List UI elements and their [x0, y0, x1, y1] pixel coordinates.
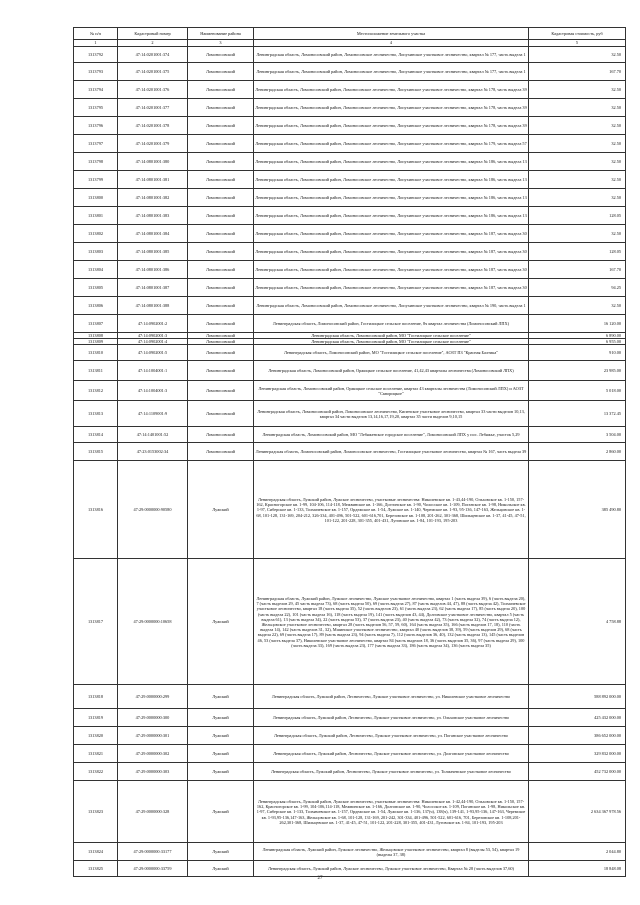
district-name: Ломоносовский	[188, 47, 254, 63]
cadastral-number: 47:14:1004001:3	[118, 381, 188, 401]
row-number: 1313795	[74, 99, 118, 117]
cadastral-number: 47:14:1109001:9	[118, 401, 188, 427]
land-location: Ленинградская область, Ломоносовский район, Ломоносовское лесничество, Лопухинское участковое лесничество, квартал № 187, часть выдела 30	[254, 225, 529, 243]
table-row	[74, 345, 626, 361]
land-location: Ленинградская область, Ломоносовский район, Ломоносовское лесничество, Лопухинское участковое лесничество, квартал № 178, часть выдела 39	[254, 99, 529, 117]
cadastral-number: 47:29:0000000:303	[118, 763, 188, 781]
cadastral-number: 47:14:0801001:381	[118, 171, 188, 189]
cadastral-value: 425 432 000.00	[529, 709, 626, 727]
cadastral-value: 5 018.00	[529, 381, 626, 401]
district-name: Ломоносовский	[188, 225, 254, 243]
row-number: 1313814	[74, 427, 118, 443]
district-name: Ломоносовский	[188, 443, 254, 461]
column-index-row	[74, 40, 626, 47]
district-name: Ломоносовский	[188, 339, 254, 345]
district-name: Ломоносовский	[188, 207, 254, 225]
cadastral-value: 32.50	[529, 99, 626, 117]
table-row	[74, 361, 626, 381]
row-number: 1313821	[74, 745, 118, 763]
district-name: Лужский	[188, 461, 254, 559]
cadastral-number: 47:29:0000000:328	[118, 781, 188, 843]
cadastral-number: 47:14:0201001:376	[118, 81, 188, 99]
land-location: Ленинградская область, Ломоносовский район, МО "Лебяженское городское поселение", Ломоносовский ЛПХ у пос. Лебяжье, участок 5,29	[254, 427, 529, 443]
column-index: 5	[529, 40, 626, 47]
cadastral-value: 94.25	[529, 279, 626, 297]
row-number: 1313812	[74, 381, 118, 401]
row-number: 1313810	[74, 345, 118, 361]
district-name: Лужский	[188, 781, 254, 843]
cadastral-value: 2 860.00	[529, 443, 626, 461]
cadastral-value: 32.50	[529, 81, 626, 99]
row-number: 1313803	[74, 243, 118, 261]
land-location: Ленинградская область, Ломоносовский район, Ломоносовское лесничество, Лопухинское участковое лесничество, квартал № 179, часть выдела 57	[254, 135, 529, 153]
table-row	[74, 443, 626, 461]
land-location: Ленинградская область, Ломоносовский район, МО "Гостилицкое сельское поселение"	[254, 339, 529, 345]
cadastral-number: 47:14:0801001:380	[118, 153, 188, 171]
land-location: Ленинградская область, Ломоносовский район, Ломоносовское лесничество, Лопухинское участковое лесничество, квартал № 178, часть выдела 39	[254, 117, 529, 135]
cadastral-value: 32.50	[529, 189, 626, 207]
table-header-row	[74, 28, 626, 40]
table-row	[74, 843, 626, 861]
district-name: Ломоносовский	[188, 401, 254, 427]
cadastral-number: 47:29:0000000:299	[118, 685, 188, 709]
table-row	[74, 99, 626, 117]
cadastral-number: 47:14:0201001:374	[118, 47, 188, 63]
table-row	[74, 279, 626, 297]
district-name: Лужский	[188, 763, 254, 781]
table-row	[74, 315, 626, 333]
district-name: Ломоносовский	[188, 315, 254, 333]
district-name: Ломоносовский	[188, 333, 254, 339]
table-row	[74, 685, 626, 709]
land-location: Ленинградская область, Ломоносовский район, Оржицкое сельское поселение, 41,42,43 кварталы лесничества (Ломоносовский ЛПХ)	[254, 361, 529, 381]
table-row	[74, 709, 626, 727]
cadastral-value: 3 504.00	[529, 427, 626, 443]
row-number: 1313793	[74, 63, 118, 81]
table-row	[74, 189, 626, 207]
cadastral-number: 47:29:0000000:90580	[118, 461, 188, 559]
land-location: Ленинградская область, Лужский район, Лесничество, Лужское участковое лесничество, ул. Ольховское участковое лесничество	[254, 709, 529, 727]
cadastral-number: 47:14:0201001:378	[118, 117, 188, 135]
cadastral-value: 588 892 000.00	[529, 685, 626, 709]
row-number: 1313805	[74, 279, 118, 297]
cadastral-value: 32.50	[529, 297, 626, 315]
cadastral-value: 386 652 000.00	[529, 727, 626, 745]
row-number: 1313818	[74, 685, 118, 709]
row-number: 1313823	[74, 781, 118, 843]
district-name: Ломоносовский	[188, 153, 254, 171]
cadastral-number: 47:14:0201001:377	[118, 99, 188, 117]
district-name: Лужский	[188, 745, 254, 763]
row-number: 1313797	[74, 135, 118, 153]
cadastral-value: 13 372.45	[529, 401, 626, 427]
district-name: Ломоносовский	[188, 297, 254, 315]
row-number: 1313804	[74, 261, 118, 279]
row-number: 1313801	[74, 207, 118, 225]
cadastral-number: 47:14:0801001:388	[118, 297, 188, 315]
cadastral-number: 47:14:0902001:5	[118, 345, 188, 361]
table-row	[74, 297, 626, 315]
row-number: 1313792	[74, 47, 118, 63]
district-name: Ломоносовский	[188, 81, 254, 99]
land-location: Ленинградская область, Лужский район, Лесничество, Лужское участковое лесничество, ул. Толмачевское участковое лесничество	[254, 763, 529, 781]
cadastral-value: 32.50	[529, 153, 626, 171]
table-row	[74, 207, 626, 225]
table-row	[74, 427, 626, 443]
district-name: Ломоносовский	[188, 189, 254, 207]
cadastral-value: 329 832 000.00	[529, 745, 626, 763]
district-name: Ломоносовский	[188, 117, 254, 135]
land-location: Ленинградская область, Лужский район, Лесничество, Лужское участковое лесничество, ул. Николевское участковое лесничество	[254, 685, 529, 709]
page-number: 27	[317, 876, 323, 881]
row-number: 1313820	[74, 727, 118, 745]
cadastral-value: 167.70	[529, 63, 626, 81]
land-location: Ленинградская область, Лужский район, Лесничество, Лужское участковое лесничество, ул. Долговское участковое лесничество	[254, 745, 529, 763]
cadastral-value: 32.50	[529, 47, 626, 63]
row-number: 1313819	[74, 709, 118, 727]
table-row	[74, 781, 626, 843]
land-location: Ленинградская область, Ломоносовский район, Ломоносовское лесничество, Гостилицкое участковое лесничество, квартал № 167, часть выдела 39	[254, 443, 529, 461]
cadastral-number: 47:14:0801001:384	[118, 225, 188, 243]
column-index: 4	[254, 40, 529, 47]
district-name: Ломоносовский	[188, 427, 254, 443]
cadastral-number: 47:29:0000000:302	[118, 745, 188, 763]
district-name: Лужский	[188, 709, 254, 727]
cadastral-number: 47:14:0801001:383	[118, 207, 188, 225]
land-location: Ленинградская область, Лужский район, Лужское лесничество, Лужское участковое лесничество, квартал 1 (часть выдела 39), 6 (часть выдела 20), 7 (часть выделов 29, 45 часть выдела 73), 68 (часть выдела 50), 69 (часть выдела 27), 87 (часть выделов 44, 47), 88 (часть выдела 42), Толмачевское участковое лесничество, квартал 18 (часть выдела 35), 52 (часть выделов 23), 61 (часть выдела 23), 62 (часть выдела 17), 85 (часть выдела 20), 100 (часть выдела 22), 101 (часть выдела 16), 118 (часть выдела 19), 141 (часть выделов 43, 44), Долговское участковое лесничество, квартал 5 (часть выдела 61), 13 (часть выдела 34), 22 (часть выдела 53), 37 (часть выдела 23), 40 (часть выдела 42), 73 (часть выдела 32), 74 (часть выдела 12), Жельцовское участковое лесничество, квартал 28 (часть выделов 56, 57, 59, 60), 164 (часть выдела 35), 166 (часть выделов 17, 18), 110 (часть выдела 14), 142 (часть выделов 31, 32), Мшинское участковое лесничество, квартал 40 (часть выделов 38, 39), 59 (часть выделов 29), 68 (часть выдела 22), 69 (часть выдела 17), 89 (часть выдела 23), 94 (часть выдела 7), 112 (часть выделов 36, 40), 132 (часть выдела 13), 145 (часть выделов 46, 53 (часть выдела 37), Николевское участковое лесничество, квартал 84 (часть выделов 18, 36 (часть выделов 35, 36), 97 (часть выдела 29), 100 (часть выдела 33), 169 (часть выдела 23), 177 (часть выдела 33), 186 (часть выдела 34), 136 (часть выдела 35)	[254, 559, 529, 685]
table-row	[74, 153, 626, 171]
district-name: Ломоносовский	[188, 381, 254, 401]
district-name: Ломоносовский	[188, 99, 254, 117]
table-row	[74, 381, 626, 401]
cadastral-number: 47:14:0801001:387	[118, 279, 188, 297]
table-row	[74, 763, 626, 781]
land-location: Ленинградская область, Ломоносовский район, Гостилицкое сельское поселение, 8ч квартал лесничества (Ломоносовский ЛПХ)	[254, 315, 529, 333]
row-number: 1313815	[74, 443, 118, 461]
district-name: Ломоносовский	[188, 261, 254, 279]
table-row	[74, 135, 626, 153]
cadastral-value: 16 120.00	[529, 315, 626, 333]
land-location: Ленинградская область, Ломоносовский район, Ломоносовское лесничество, Лопухинское участковое лесничество, квартал № 186, часть выдела 13	[254, 189, 529, 207]
cadastral-number: 47:29:0000000:10658	[118, 559, 188, 685]
cadastral-number: 47:14:0902001:3	[118, 333, 188, 339]
header-cadastral-value: Кадастровая стоимость, руб	[529, 28, 626, 40]
row-number: 1313811	[74, 361, 118, 381]
row-number: 1313799	[74, 171, 118, 189]
table-row	[74, 171, 626, 189]
table-row	[74, 47, 626, 63]
cadastral-value: 167.70	[529, 261, 626, 279]
table-row	[74, 243, 626, 261]
row-number: 1313813	[74, 401, 118, 427]
row-number: 1313817	[74, 559, 118, 685]
row-number: 1313816	[74, 461, 118, 559]
cadastral-number: 47:23:0153002:34	[118, 443, 188, 461]
land-location: Ленинградская область, Ломоносовский район, Ломоносовское лесничество, Лопухинское участковое лесничество, квартал № 190, часть выдела 1	[254, 297, 529, 315]
cadastral-value: 32.50	[529, 225, 626, 243]
row-number: 1313809	[74, 339, 118, 345]
land-location: Ленинградская область, Лужский район, Лужское лесничество, участковые лесничества: Николевское кв. 1-42,44-190, Ольховское кв. 1-150, 157-162, Красногорское кв. 1-99, 104-106,114-118, Межвинское кв. 1-166, Долговское кв. 1-90, Чолосское кв. 1-109, Поганское кв. 1-98, Никольское кв. 1-97, Сиберское кв. 1-133, Толмачевское кв. 1-157, Ордежское кв. 1-54, Лужское кв. 1-136, 137(ч), 138(ч), 139-141, 1-93,95-136, 147-163, Черемское кв. 1-93,95-136,147-163, Жельцовское кв. 1-68, 101-128, 131-169, 201-242, 301-334, 401-496, 501-522, 601-616, 701, Березовское кв. 1-108,201-262,301-368, Шильцевское кв. 1-37, 41-45, 47-51, 101-122, 201-228, 301-355, 401-431, Луговское кв. 1-84, 101-193, 195-203	[254, 781, 529, 843]
district-name: Лужский	[188, 843, 254, 861]
cadastral-number: 47:14:1401001:52	[118, 427, 188, 443]
district-name: Ломоносовский	[188, 63, 254, 81]
land-location: Ленинградская область, Ломоносовский район, Ломоносовское лесничество, Лопухинское участковое лесничество, квартал № 187, часть выдела 30	[254, 243, 529, 261]
column-index: 2	[118, 40, 188, 47]
cadastral-number: 47:29:0000000:33759	[118, 861, 188, 877]
land-location: Ленинградская область, Лужский район, Лужское лесничество, участковые лесничества: Николевское кв. 1-43,44-190, Ольховское кв. 1-150, 157-162, Красногорское кв. 1-99, 104-106, 114-118, Межвинское кв. 1-166, Доггинское кв. 1-90, Чолосское кв. 1-109, Поганское кв. 1-98, Никольское кв. 1-97, Сиберское кв. 1-133, Толмачевское кв. 1-157, Ордежское кв. 1-54, Лужское кв. 1-140, Черемское кв. 1-93, 95-136, 147-163, Жельцовское кв. 1-68, 101-128, 131-169, 204-212, 326-334, 401-496, 501-522, 601-616,701, Березовское кв. 1-108, 201-262, 301-368, Шильцевское кв. 1-37, 41-45, 47-51, 101-122, 201-228, 301-355, 401-431, Луговское кв. 1-84, 101-193, 195-203	[254, 461, 529, 559]
row-number: 1313808	[74, 333, 118, 339]
cadastral-value: 32.50	[529, 171, 626, 189]
district-name: Ломоносовский	[188, 171, 254, 189]
cadastral-number: 47:14:0902001:4	[118, 339, 188, 345]
row-number: 1313806	[74, 297, 118, 315]
district-name: Лужский	[188, 727, 254, 745]
table-row	[74, 117, 626, 135]
cadastral-value: 23 985.00	[529, 361, 626, 381]
row-number: 1313800	[74, 189, 118, 207]
land-location: Ленинградская область, Ломоносовский район, МО "Гостилицкое сельское поселение", АОЗТ ПЗ "Красная Балтика"	[254, 345, 529, 361]
land-location: Ленинградская область, Ломоносовский район, Ломоносовское лесничество, Лопухинское участковое лесничество, квартал № 187, часть выдела 30	[254, 279, 529, 297]
table-row	[74, 225, 626, 243]
table-row	[74, 727, 626, 745]
district-name: Ломоносовский	[188, 135, 254, 153]
header-num: № п/п	[74, 28, 118, 40]
land-location: Ленинградская область, Ломоносовский район, Ломоносовское лесничество, Лопухинское участковое лесничество, квартал № 178, часть выдела 39	[254, 81, 529, 99]
row-number: 1313807	[74, 315, 118, 333]
land-location: Ленинградская область, Ломоносовский район, Ломоносовское лесничество, Лопухинское участковое лесничество, квартал № 186, часть выдела 13	[254, 171, 529, 189]
cadastral-number: 47:14:0201001:375	[118, 63, 188, 81]
land-location: Ленинградская область, Ломоносовский район, МО "Гостилицкое сельское поселение"	[254, 333, 529, 339]
cadastral-value: 385 490.80	[529, 461, 626, 559]
cadastral-value: 128.05	[529, 207, 626, 225]
cadastral-number: 47:14:0902001:2	[118, 315, 188, 333]
row-number: 1313796	[74, 117, 118, 135]
land-location: Ленинградская область, Лужский район, Лесничество, Лужское участковое лесничество, ул. Поганское участковое лесничество	[254, 727, 529, 745]
district-name: Ломоносовский	[188, 243, 254, 261]
land-location: Ленинградская область, Ломоносовский район, Ломоносовское лесничество, Лопухинское участковое лесничество, квартал № 186, часть выдела 13	[254, 153, 529, 171]
row-number: 1313802	[74, 225, 118, 243]
cadastral-value: 6 890.00	[529, 333, 626, 339]
land-location: Ленинградская область, Ломоносовский район, Ломоносовское лесничество, Лопухинское участковое лесничество, квартал № 177, часть выдела 1	[254, 47, 529, 63]
land-location: Ленинградская область, Ломоносовский район, Ломоносовское лесничество, Лопухинское участковое лесничество, квартал № 187, часть выдела 30	[254, 261, 529, 279]
cadastral-number: 47:29:0000000:33177	[118, 843, 188, 861]
cadastral-number: 47:29:0000000:300	[118, 709, 188, 727]
register-sheet	[73, 27, 625, 877]
cadastral-value: 2 634 367 978.56	[529, 781, 626, 843]
cadastral-number: 47:14:0801001:386	[118, 261, 188, 279]
cadastral-value: 452 732 000.00	[529, 763, 626, 781]
row-number: 1313794	[74, 81, 118, 99]
land-location: Ленинградская область, Ломоносовский район, Ломоносовское лесничество, Кипенское участковое лесничество, квартал 33 части выделов 10,13, квартал 34 части выделов 13,14,16,17,19,20, квартал 35 части выделов 9,10,15	[254, 401, 529, 427]
cadastral-value: 2 044.80	[529, 843, 626, 861]
cadastral-value: 32.50	[529, 117, 626, 135]
cadastral-value: 18 848.08	[529, 861, 626, 877]
table-row	[74, 861, 626, 877]
land-location: Ленинградская область, Ломоносовский район, Оржицкое сельское поселение, квартал 43 кварталы лесничества (Ломоносовский ЛПХ) и АОЗТ "Скворицкое"	[254, 381, 529, 401]
cadastral-number: 47:14:0801001:382	[118, 189, 188, 207]
land-location: Ленинградская область, Лужский район, Лужское лесничество, Лужское участковое лесничество, Квартал № 28 (часть выделов 37,60)	[254, 861, 529, 877]
column-index: 1	[74, 40, 118, 47]
row-number: 1313798	[74, 153, 118, 171]
land-location: Ленинградская область, Ломоносовский район, Ломоносовское лесничество, Лопухинское участковое лесничество, квартал № 186, часть выдела 13	[254, 207, 529, 225]
row-number: 1313822	[74, 763, 118, 781]
cadastral-value: 910.00	[529, 345, 626, 361]
header-district: Наименование района	[188, 28, 254, 40]
table-row	[74, 745, 626, 763]
cadastral-number: 47:29:0000000:301	[118, 727, 188, 745]
district-name: Ломоносовский	[188, 279, 254, 297]
table-row	[74, 461, 626, 559]
district-name: Лужский	[188, 685, 254, 709]
column-index: 3	[188, 40, 254, 47]
land-location: Ленинградская область, Ломоносовский район, Ломоносовское лесничество, Лопухинское участковое лесничество, квартал № 177, часть выдела 1	[254, 63, 529, 81]
cadastral-number: 47:14:0801001:385	[118, 243, 188, 261]
district-name: Лужский	[188, 861, 254, 877]
table-row	[74, 559, 626, 685]
district-name: Ломоносовский	[188, 345, 254, 361]
table-row	[74, 401, 626, 427]
cadastral-number: 47:14:0201001:379	[118, 135, 188, 153]
land-location: Ленинградская область, Лужский район, Лужское лесничество, Жельцовское участковое лесничество, квартал 8 (выделы 53, 54), квартал 19 (выделы 37, 38)	[254, 843, 529, 861]
cadastral-value-table	[73, 27, 626, 877]
header-location: Местоположение земельного участка	[254, 28, 529, 40]
cadastral-number: 47:14:1004001:1	[118, 361, 188, 381]
row-number: 1313824	[74, 843, 118, 861]
row-number: 1313825	[74, 861, 118, 877]
table-row	[74, 63, 626, 81]
cadastral-value: 6 955.00	[529, 339, 626, 345]
district-name: Ломоносовский	[188, 361, 254, 381]
district-name: Лужский	[188, 559, 254, 685]
header-cadastral-number: Кадастровый номер	[118, 28, 188, 40]
table-row	[74, 261, 626, 279]
cadastral-value: 4 758.88	[529, 559, 626, 685]
table-row	[74, 81, 626, 99]
cadastral-value: 128.05	[529, 243, 626, 261]
cadastral-value: 32.50	[529, 135, 626, 153]
